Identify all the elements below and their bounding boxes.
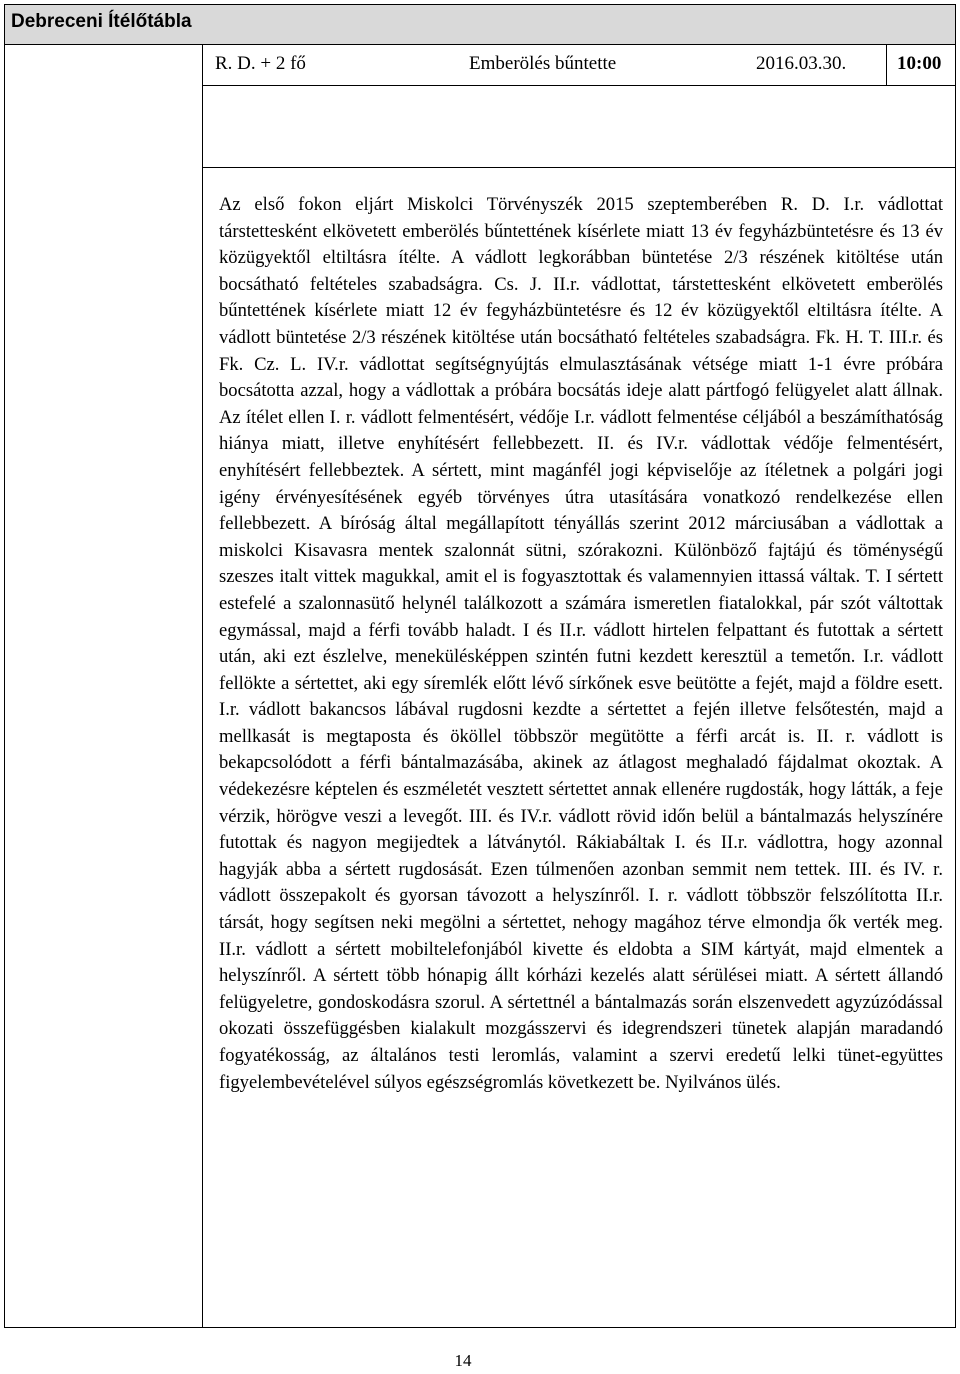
case-offense: Emberölés bűntette xyxy=(469,53,617,74)
cell-divider xyxy=(886,45,887,85)
case-date: 2016.03.30. xyxy=(756,53,847,74)
case-summary-box xyxy=(202,168,955,1327)
court-name: Debreceni Ítélőtábla xyxy=(11,11,192,32)
document-frame xyxy=(4,4,956,1328)
court-name-header xyxy=(5,5,955,45)
case-time: 10:00 xyxy=(897,53,942,74)
page-number: 14 xyxy=(454,1351,472,1370)
case-parties: R. D. + 2 fő xyxy=(215,53,306,74)
case-summary-text: Az első fokon eljárt Miskolci Törvényszék 2015 szeptemberében R. D. I.r. vádlottat társtettesként elkövetett emberölés bűntettének kísérlete miatt 13 év fegyházbüntetésre és 13 év közügyektől eltiltásra ítélte. A vádlott legkorábban büntetése 2/3 részének kitöltése után bocsátható feltételes szabadságra. Cs. J. II.r. vádlottat, társtettesként elkövetett emberölés bűntettének kísérlete miatt 12 év fegyházbüntetésre és 12 év közügyektől eltiltásra ítélte. A vádlott büntetése 2/3 részének kitöltése után bocsátható feltételes szabadságra. Fk. H. T. III.r. és Fk. Cz. L. IV.r. vádlottat segítségnyújtás elmulasztásának vétsége miatt 1-1 évre próbára bocsátotta azzal, hogy a vádlottak a próbára bocsátás ideje alatt pártfogó felügyelet alatt állnak. Az ítélet ellen I. r. vádlott felmentésért, védője I.r. vádlott felmentése céljából a beszámíthatóság hiánya miatt, illetve enyhítésért fellebbezett. II. és IV.r. vádlottak védője felmentésért, enyhítésért fellebbeztek. A sértett, mint magánfél jogi képviselője az ítéletnek a polgári jogi igény érvényesítésének egyéb törvényes útra utasítására vonatkozó rendelkezése ellen fellebbezett. A bíróság által megállapított tényállás szerint 2012 márciusában a vádlottak a miskolci Kisavasra mentek szalonnát sütni, szórakozni. Különböző fajtájú és töménységű szeszes italt vittek magukkal, amit el is fogyasztottak és valamennyien ittassá váltak. T. I sértett estefelé a szalonnasütő helynél találkozott a számára ismeretlen fiatalokkal, pár szót váltottak egymással, majd a férfi tovább haladt. I és II.r. vádlott hirtelen felpattant és futottak a sértett után, aki ezt észlelve, menekülésképpen szintén futni kezdett keresztül a temetőn. I.r. vádlott fellökte a sértettet, aki egy síremlék előtt lévő sírkőnek esve beütötte a fejét, majd a földre esett. I.r. vádlott bakancsos lábával rugdosni kezdte a sértettet a fején illetve felsőtestén, majd a mellkasát is megtaposta és ököllel többször megütötte a férfi arcát is. II. r. vádlott is bekapcsolódott a férfi bántalmazásába, akinek az átlagost meghaladó fájdalmat okoztak. A védekezésre képtelen és eszméletét vesztett sértettet annak ellenére rugdosták, hogy látták, a feje vérzik, hörögve veszi a levegőt. III. és IV.r. vádlott rövid időn belül a bántalmazás helyszínére futottak és nagyon megijedtek a látványtól. Rákiabáltak I. és II.r. vádlottra, hogy azonnal hagyják abba a sértett rugdosását. Ezen túlmenően azonban semmit nem tettek. III. és IV. r. vádlott összepakolt és gyorsan távozott a helyszínről. I. r. vádlott többször felszólította II.r. társát, hogy segítsen neki megölni a sértettet, nehogy magához térve elmondja ők verték meg. II.r. vádlott a sértett mobiltelefonjából kivette és eldobta a SIM kártyát, majd elmentek a helyszínről. A sértett több hónapig állt kórházi kezelés alatt sérülései miatt. A sértett állandó felügyeletre, gondoskodásra szorul. A sértettnél a bántalmazás során elszenvedett agyzúzódással okozati összefüggésben kialakult mozgásszervi és idegrendszeri tünetek alapján maradandó fogyatékosság, az általános testi leromlás, valamint a szervi eredetű lelki tünet-együttes figyelembevételével súlyos egészségromlás következett be. Nyilvános ülés. xyxy=(219,194,943,1093)
case-info-row xyxy=(202,45,955,86)
blank-row xyxy=(202,86,955,168)
